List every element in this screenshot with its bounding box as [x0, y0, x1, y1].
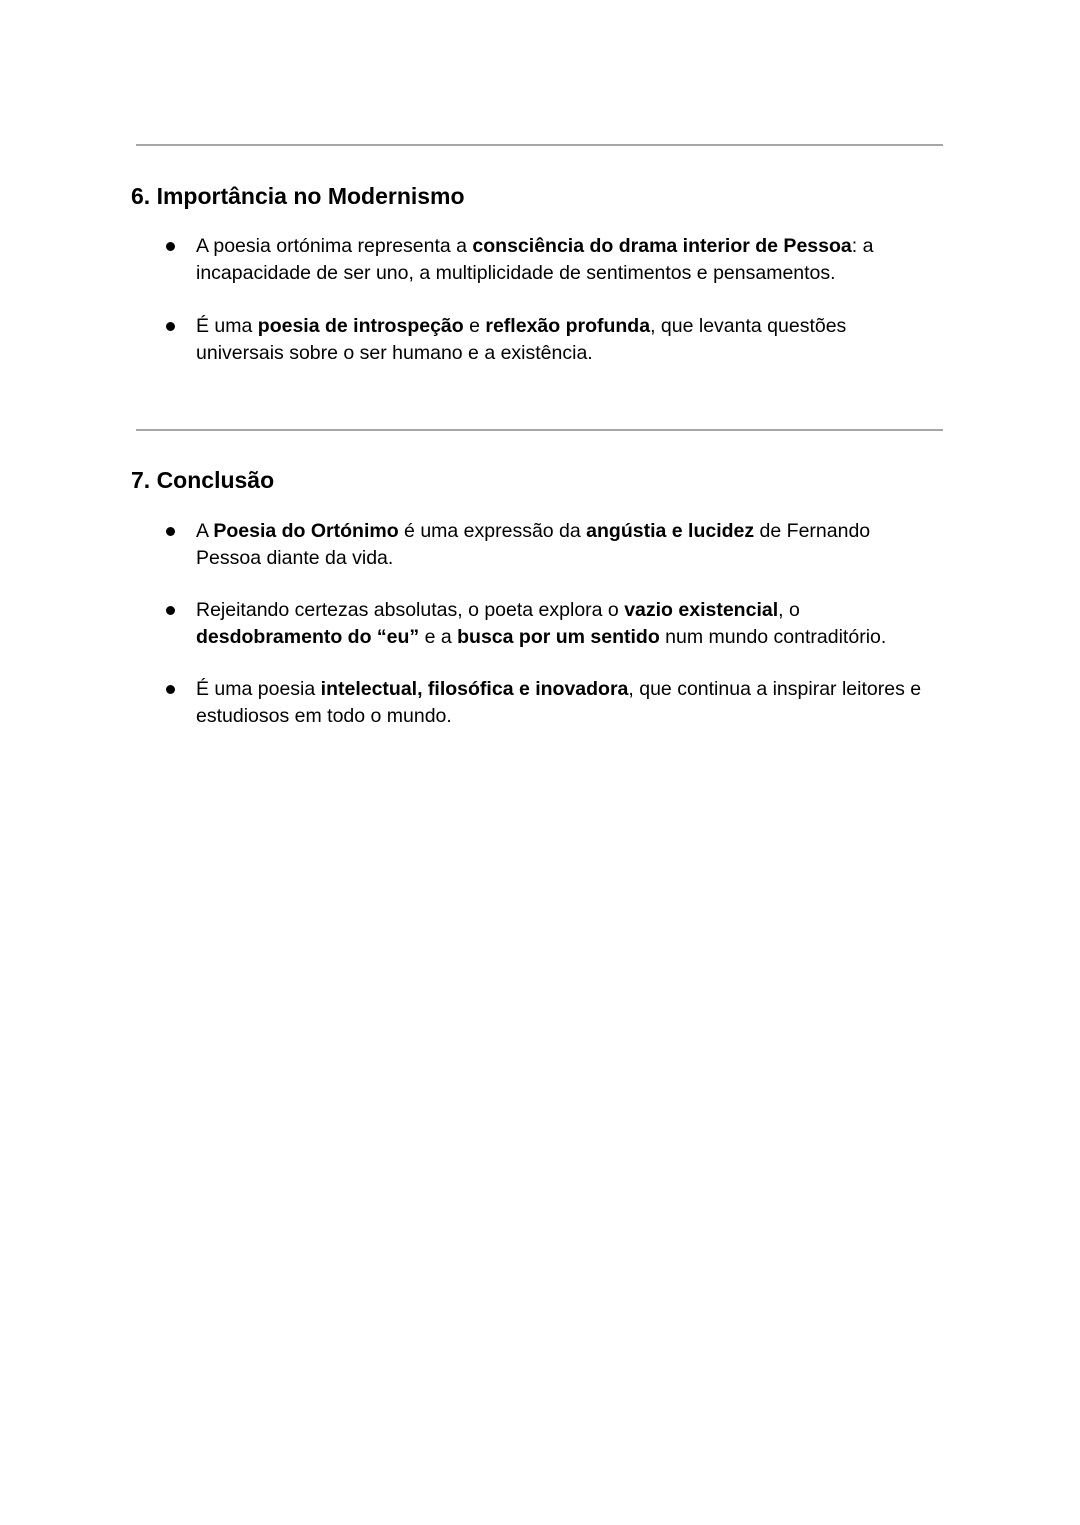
text-run: É uma poesia [196, 678, 321, 700]
bullet-icon [166, 242, 175, 251]
text-run: é uma expressão da [398, 520, 587, 542]
bold-text-run: busca por um sentido [457, 626, 660, 648]
text-run: e [463, 315, 486, 337]
bold-text-run: angústia e lucidez [586, 520, 755, 542]
text-run: : a [851, 235, 874, 257]
bold-text-run: reflexão profunda [485, 315, 651, 337]
bullet-icon [166, 527, 175, 536]
bold-text-run: Poesia do Ortónimo [213, 520, 399, 542]
text-run: de Fernando [754, 520, 871, 542]
bold-text-run: intelectual, filosófica e inovadora [320, 678, 629, 700]
section-heading-importancia: 6. Importância no Modernismo [131, 183, 465, 209]
text-run: Pessoa diante da vida. [196, 547, 394, 569]
text-run: num mundo contraditório. [659, 626, 887, 648]
text-run: Rejeitando certezas absolutas, o poeta explora o [196, 599, 625, 621]
section-heading-conclusao: 7. Conclusão [131, 467, 275, 493]
text-run: , o [778, 599, 800, 621]
text-run: e a [419, 626, 458, 648]
bullet-icon [166, 322, 175, 331]
section-divider-top [136, 144, 943, 146]
bullet-text [196, 233, 946, 287]
bullet-text [196, 597, 946, 651]
bullet-icon [166, 685, 175, 694]
text-run: universais sobre o ser humano e a existência. [196, 342, 593, 364]
text-run: A [196, 520, 214, 542]
text-run: É uma [196, 315, 258, 337]
text-run: , que continua a inspirar leitores e [628, 678, 922, 700]
bullet-text [196, 518, 946, 572]
bold-text-run: poesia de introspeção [257, 315, 464, 337]
section-divider-middle [136, 429, 943, 431]
bullet-icon [166, 606, 175, 615]
text-run: estudiosos em todo o mundo. [196, 705, 452, 727]
bullet-text [196, 313, 946, 367]
bullet-text [196, 676, 946, 730]
text-run: , que levanta questões [650, 315, 847, 337]
bold-text-run: desdobramento do “eu” [196, 626, 420, 648]
bold-text-run: vazio existencial [624, 599, 779, 621]
bold-text-run: consciência do drama interior de Pessoa [472, 235, 852, 257]
text-run: A poesia ortónima representa a [196, 235, 473, 257]
text-run: incapacidade de ser uno, a multiplicidade de sentimentos e pensamentos. [196, 262, 836, 284]
